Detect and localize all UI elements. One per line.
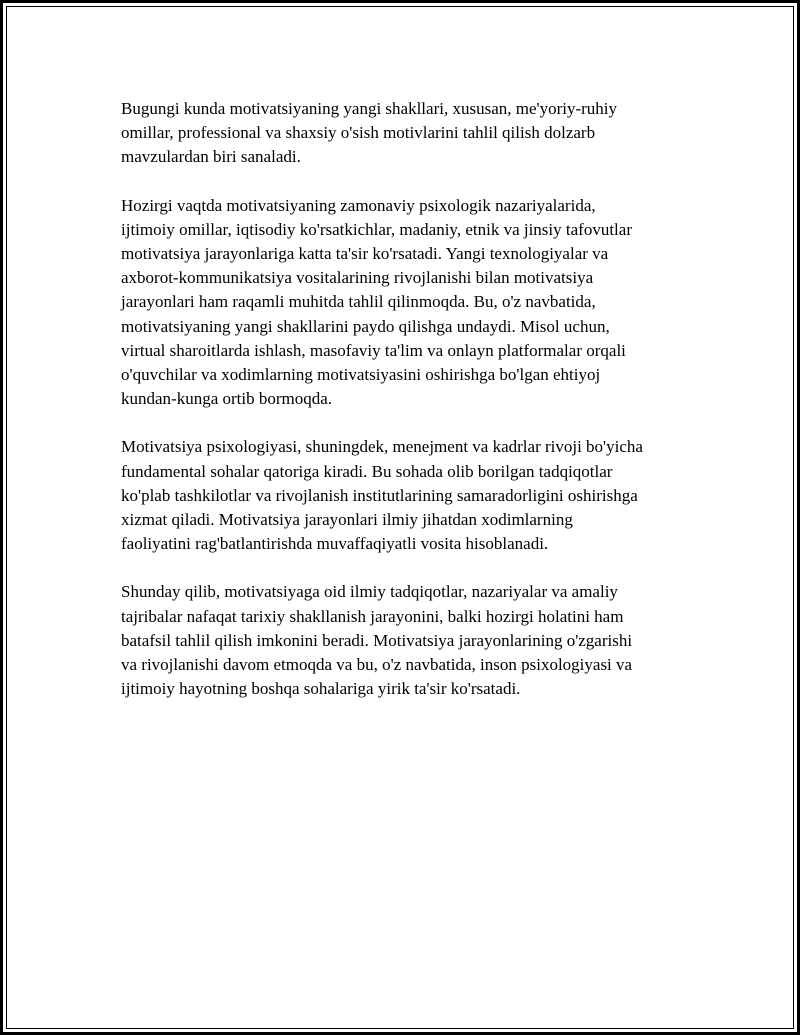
document-body [121,97,711,725]
paragraph-4: Shunday qilib, motivatsiyaga oid ilmiy tadqiqotlar, nazariyalar va amaliy tajribalar nafaqat tarixiy shakllanish jarayonini, balki hozirgi holatini ham batafsil tahlil qilish imkonini beradi. Motivatsiya jarayonlarining o'zgarishi va rivojlanishi davom etmoqda va bu, o'z navbatida, inson psixologiyasi va ijtimoiy hayotning boshqa sohalariga yirik ta'sir ko'rsatadi. [121,582,633,699]
paragraph-2: Hozirgi vaqtda motivatsiyaning zamonaviy psixologik nazariyalarida, ijtimoiy omillar, iqtisodiy ko'rsatkichlar, madaniy, etnik va jinsiy tafovutlar motivatsiya jarayonlariga katta ta'sir ko'rsatadi. Yangi texnologiyalar va axborot-kommunikatsiya vositalarining rivojlanishi bilan motivatsiya jarayonlari ham raqamli muhitda tahlil qilinmoqda. Bu, o'z navbatida, motivatsiyaning yangi shakllarini paydo qilishga undaydi. Misol uchun, virtual sharoitlarda ishlash, masofaviy ta'lim va onlayn platformalar orqali o'quvchilar va xodimlarning motivatsiyasini oshirishga bo'lgan ehtiyoj kundan-kunga ortib bormoqda. [121,195,632,409]
paragraph-3: Motivatsiya psixologiyasi, shuningdek, menejment va kadrlar rivoji bo'yicha fundamental sohalar qatoriga kiradi. Bu sohada olib borilgan tadqiqotlar ko'plab tashkilotlar va rivojlanish institutlarining samaradorligini oshirishga xizmat qiladi. Motivatsiya jarayonlari ilmiy jihatdan xodimlarning faoliyatini rag'batlantirishda muvaffaqiyatli vosita hisoblanadi. [121,437,643,554]
paragraph-1: Bugungi kunda motivatsiyaning yangi shakllari, xususan, me'yoriy-ruhiy omillar, professional va shaxsiy o'sish motivlarini tahlil qilish dolzarb mavzulardan biri sanaladi. [121,99,617,167]
